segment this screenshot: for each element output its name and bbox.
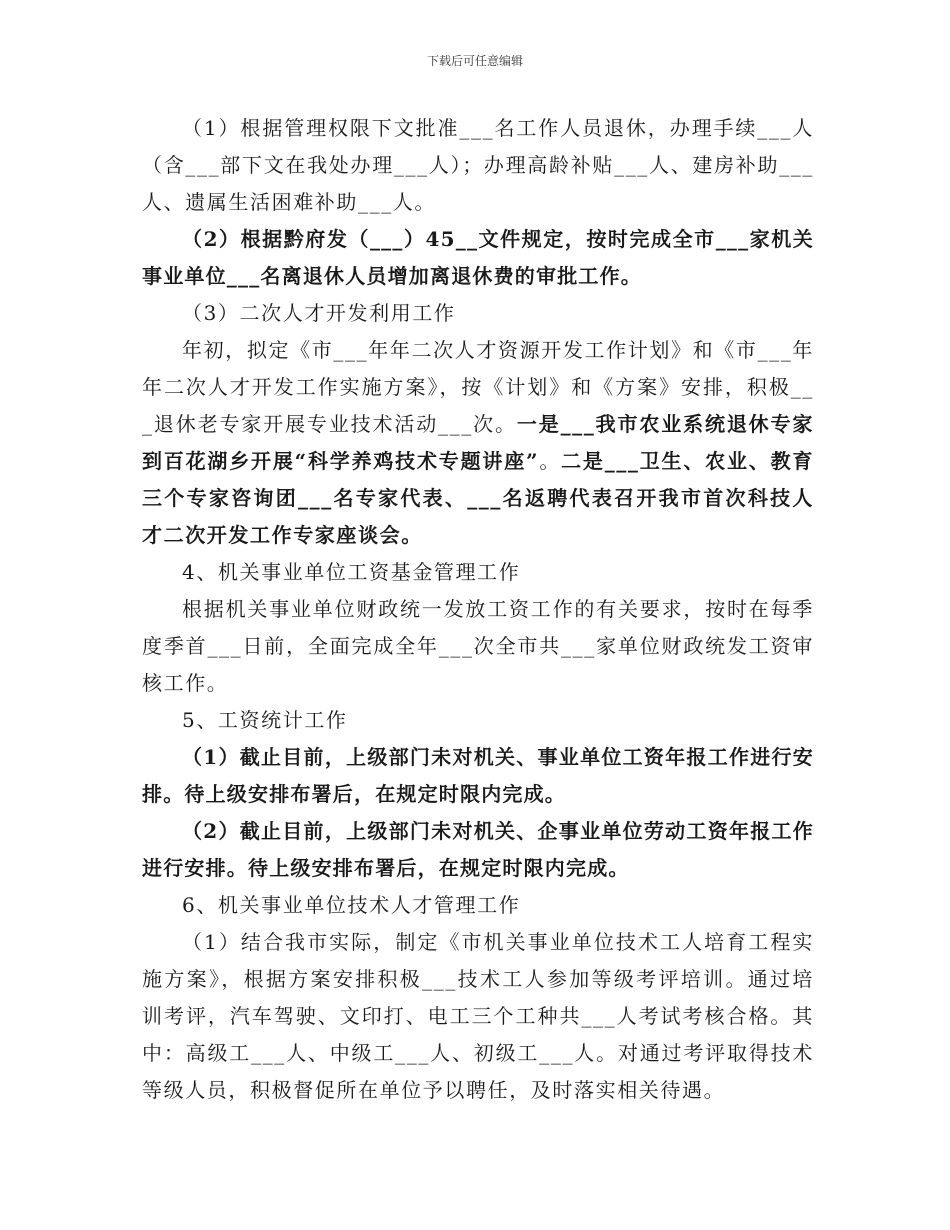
paragraph-salary-fund: 根据机关事业单位财政统一发放工资工作的有关要求，按时在每季度季首___日前，全面完成全年___次全市共___家单位财政统发工资审核工作。 [142,597,814,695]
paragraph-labor-salary-report: （2）截止目前，上级部门未对机关、企事业单位劳动工资年报工作进行安排。待上级安排布署后，在规定时限内完成。 [142,819,814,880]
paragraph-technical-training: （1）结合我市实际，制定《市机关事业单位技术工人培育工程实施方案》，根据方案安排积极___技术工人参加等级考评培训。通过培训考评，汽车驾驶、文印打、电工三个工种共___人考试考核合格。其中：高级工___人、中级工___人、初级工___人。对通过考评取得技术等级人员，积极督促所在单位予以聘任，及时落实相关待遇。 [142,930,814,1102]
section-heading-salary-statistics: 5、工资统计工作 [182,708,348,732]
paragraph-talent-development-separator: 。 [539,449,562,473]
paragraph-talent-development-first: 一是___我市农业系统退休专家到百花湖乡开展“科学养鸡技术专题讲座” [142,412,815,473]
document-body [142,110,814,1109]
paragraph-retirement-approval: （1）根据管理权限下文批准___名工作人员退休，办理手续___人（含___部下文在我处办理___人）；办理高龄补贴___人、建房补助___人、遗属生活困难补助___人。 [142,116,814,214]
section-heading-talent-development: （3）二次人才开发利用工作 [182,301,456,325]
paragraph-retirement-fee-review: （2）根据黔府发（___）45__文件规定，按时完成全市___家机关事业单位___名离退休人员增加离退休费的审批工作。 [142,227,814,288]
section-heading-salary-fund: 4、机关事业单位工资基金管理工作 [182,560,521,584]
page-header: 下载后可任意编辑 [426,54,523,68]
section-heading-technical-talent: 6、机关事业单位技术人才管理工作 [182,893,521,917]
paragraph-salary-annual-report: （1）截止目前，上级部门未对机关、事业单位工资年报工作进行安排。待上级安排布署后，在规定时限内完成。 [142,745,814,806]
paragraph-talent-development-second: 二是___卫生、农业、教育三个专家咨询团___名专家代表、___名返聘代表召开我市首次科技人才二次开发工作专家座谈会。 [142,449,814,547]
paragraph-talent-development-plan: 年初，拟定《市___年年二次人才资源开发工作计划》和《市___年年二次人才开发工作实施方案》，按《计划》和《方案》安排，积极___退休老专家开展专业技术活动___次。 [142,338,814,436]
paragraph-talent-development [142,332,814,554]
